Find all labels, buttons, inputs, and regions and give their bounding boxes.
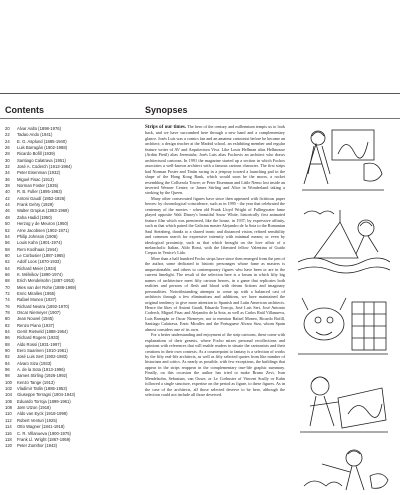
toc-architect-name: Adolf Loos (1870-1933) [17, 259, 61, 265]
toc-architect-name: K. Mélnikov (1890-1974) [17, 271, 63, 277]
toc-architect-name: Frank Ll. Wright (1867-1959) [17, 436, 71, 442]
toc-page-number: 48 [5, 214, 10, 220]
toc-page-number: 22 [5, 132, 10, 138]
toc-architect-name: E. G. Asplund (1885-1940) [17, 138, 67, 144]
toc-architect-name: Alvar Aalto (1898-1976) [17, 126, 61, 131]
synopses-paragraph-text: The hero of the century and millennium tempts us to look back, and we have succumbed here through a new hand and a complementary glance. Josés Luis was a comics fan and an amateur cartoonist before he became an architect; a design teacher at the Madrid school, an exhibiting member and regular feature writer of AV and Arquitectura Viva. Like Louis Hellman alias Hellmouse (Ardán Pietil) alias Jeremiahs; Jorés Luis alias Fochovis an architect who draws architectural cartoons. In 1991 the magazine started up a section in which Fochos associates a well-known architect with a famous cartoon character. The first strips had Norman Foster and Tintin racing in a jetspray toward a launching pad in the shape of the Hong Kong Bank, which would soon be the moon, a rocket resembling the Collserola Tower; or Peter Eisenman and Little Nemo lost inside an inverted Wexner Center; or James Stirling and Alice in Wonderland taking a stroking by the Queen. [145, 124, 285, 196]
toc-page-number: 68 [5, 278, 10, 284]
toc-page-number: 20 [5, 126, 10, 131]
toc-architect-name: Peter Eisenman (1932) [17, 170, 61, 176]
toc-architect-name: Rem Koolhaas (1944) [17, 246, 58, 252]
toc-architect-name: Tadao Ando (1941) [17, 132, 53, 138]
toc-architect-name: Norman Foster (1935) [17, 183, 59, 189]
synopses-heading: Synopses [145, 105, 188, 115]
contents-heading: Contents [5, 105, 44, 115]
synopses-paragraph: More than a half hundred Focho strips have since then emerged from the pen of the author, some dedicated to historic personages whose fame as masters is unquestionable, and others to contemporary figures who have been or are in the current limelight. The result of the selection here is a forum in which fifty big names of architecture meet fifty cartoon heroes, in a game that replicates both realities and persons of flesh and blood with dream fictions and imaginary personalities. Notwithstanding attempts to come up with a balanced cast of architects through a few eliminations and additions, we have maintained the original tendency to give more attention to Spanish and Latin American architects. Hence the likes of Antoni Gaudí, Eduardo Torroja, José Luis Sert, José Antonio Coderch, Miguel Fisac and Alejandro de la Sota, as well as Carlos Raúl Villanueva, Luis Barragán or Oscar Niemeyer, not to mention Rafael Moneo, Ricardo Bofill, Santiago Calatrava, Enric Miralles and the Portuguese Alvaro Siza, whom Spain almost considers one of its own. [145, 255, 285, 332]
toc-architect-name: Richard Rogers (1933) [17, 335, 60, 341]
toc-architect-name: R. B. Fuller (1895-1983) [17, 189, 62, 195]
toc-page-number: 50 [5, 221, 10, 227]
toc-page-number: 32 [5, 164, 10, 170]
toc-architect-name: José A. Coderch (1913-1984) [17, 164, 72, 170]
synopses-lead: Strips of our times. [145, 125, 187, 130]
synopses-paragraph: For a better understanding and enjoyment of the strip cartoons, these come with explanations of their genesis, where Focho mixes personal recollections and opinions with references that will enable readers to situate the cartoonists and their creations in their own contexts. As a counterpoint to fantasy is a selection of works by the fifty real-life architects, as well as fifty selected quotes from like number of historians and critics. As nearly as possible, with few exceptions, the buildings that appear in the strips reappear in the complementary true-life graphic summary. Finally, on this occasion the author has tried to make Bruno Zevi, Ivan Mendelsohn, Sebastian, van Ouwe, or Le Corbusier of Vincent Scully or Kahn followed a single structure, expertise on the period as figure, to these figures. As in the case of the architects, all those selected deserve to be here, although the selection could not include all those deserved. [145, 332, 285, 398]
toc-architect-name: Aldo Rossi (1931-1997) [17, 341, 61, 347]
toc-page-number: 34 [5, 170, 10, 176]
toc-architect-name: Luis Barragán (1902-1988) [17, 145, 68, 151]
toc-page-number: 26 [5, 145, 10, 151]
toc-architect-name: Richard Meier (1934) [17, 265, 57, 271]
toc-architect-name: Rafael Moneo (1937) [17, 297, 57, 303]
toc-page-number: 102 [5, 386, 12, 392]
toc-architect-name: Philip Johnson (1906) [17, 233, 58, 239]
toc-architect-name: Richard Neutra (1892-1970) [17, 303, 70, 309]
toc-page-number: 36 [5, 176, 10, 182]
toc-page-number: 94 [5, 360, 10, 366]
toc-architect-name: Oscar Niemeyer (1907) [17, 309, 61, 315]
cartoon-figure-architect-drawing [294, 368, 392, 440]
toc-page-number: 24 [5, 138, 10, 144]
toc-page-number: 56 [5, 240, 10, 246]
toc-page-number: 30 [5, 157, 10, 163]
toc-page-number: 88 [5, 341, 10, 347]
toc-page-number: 98 [5, 373, 10, 379]
toc-architect-name: Otto Wagner (1841-1918) [17, 424, 65, 430]
toc-architect-name: Renzo Piano (1937) [17, 322, 55, 328]
toc-architect-name: Arne Jacobsen (1902-1971) [17, 227, 69, 233]
toc-page-number: 60 [5, 252, 10, 258]
toc-architect-name: Louis Kahn (1901-1974) [17, 240, 62, 246]
toc-architect-name: Enric Miralles (1955) [17, 290, 56, 296]
toc-architect-name: Erich Mendelsohn (1887-1953) [17, 278, 75, 284]
toc-page-number: 28 [5, 151, 10, 157]
toc-page-number: 86 [5, 335, 10, 341]
toc-architect-name: Jean Nouvel (1945) [17, 316, 54, 322]
toc-architect-name: Herzog y de Meuron (1950) [17, 221, 69, 227]
toc-page-number: 40 [5, 189, 10, 195]
toc-page-number: 96 [5, 367, 10, 373]
toc-page-number: 90 [5, 348, 10, 354]
toc-page-number: 84 [5, 329, 10, 334]
toc-architect-name: A. de la Sota (1913-1996) [17, 367, 65, 373]
toc-page-number: 106 [5, 398, 12, 404]
toc-architect-name: Eero Saarinen (1910-1961) [17, 348, 68, 354]
contents-list [5, 126, 141, 450]
toc-architect-name: Walter Gropius (1883-1969) [17, 208, 69, 214]
cartoon-figure-boy-with-easel [294, 124, 392, 194]
toc-page-number: 52 [5, 227, 10, 233]
synopses-text [145, 124, 285, 398]
toc-page-number: 92 [5, 354, 10, 360]
toc-page-number: 108 [5, 405, 12, 411]
toc-architect-name: Mies van der Rohe (1886-1969) [17, 284, 77, 290]
toc-architect-name: Ricardo Bofill (1939) [17, 151, 55, 157]
toc-page-number: 46 [5, 208, 10, 214]
toc-page-number: 82 [5, 322, 10, 328]
toc-architect-name: Le Corbusier (1887-1965) [17, 252, 65, 258]
toc-row [5, 443, 141, 449]
toc-page-number: 72 [5, 290, 10, 296]
toc-page-number: 76 [5, 303, 10, 309]
heading-rule [0, 118, 400, 119]
toc-page-number: 114 [5, 424, 12, 430]
top-rule [0, 93, 400, 94]
toc-architect-name: José Luis Sert (1902-1983) [17, 354, 68, 360]
toc-page-number: 62 [5, 259, 10, 265]
toc-page-number: 118 [5, 436, 12, 442]
toc-page-number: 112 [5, 417, 12, 423]
toc-page-number: 116 [5, 430, 12, 436]
toc-architect-name: James Stirling (1926-1992) [17, 373, 68, 379]
toc-architect-name: Zaha Hadid (1950) [17, 214, 52, 220]
toc-page-number: 58 [5, 246, 10, 252]
toc-architect-name: Antoni Gaudí (1852-1926) [17, 195, 66, 201]
cartoon-figure-creature-and-building [294, 288, 392, 360]
toc-architect-name: Vladimir Tatlin (1885-1953) [17, 386, 67, 392]
toc-architect-name: Eduardo Torroja (1899-1961) [17, 398, 71, 404]
toc-architect-name: Miguel Fisac (1913) [17, 176, 54, 182]
toc-page-number: 64 [5, 265, 10, 271]
toc-page-number: 100 [5, 379, 12, 385]
toc-architect-name: C. R. Villanueva (1900-1975) [17, 430, 71, 436]
toc-page-number: 44 [5, 202, 10, 208]
toc-architect-name: Jørn Utzon (1918) [17, 405, 51, 411]
toc-architect-name: Aldo van Eyck (1918-1999) [17, 411, 68, 417]
toc-page-number: 80 [5, 316, 10, 322]
synopses-paragraph [145, 124, 285, 196]
toc-page-number: 38 [5, 183, 10, 189]
toc-architect-name: Santiago Calatrava (1951) [17, 157, 66, 163]
toc-page-number: 110 [5, 411, 12, 417]
toc-page-number: 104 [5, 392, 12, 398]
cartoon-figure-pointing-man [294, 446, 392, 494]
toc-architect-name: Kenzo Tange (1913) [17, 379, 55, 385]
toc-page-number: 120 [5, 443, 12, 449]
toc-architect-name: Gerrit Rietveld (1888-1964) [17, 329, 68, 334]
toc-architect-name: Robert Venturi (1925) [17, 417, 58, 423]
toc-architect-name: Alvaro Siza (1933) [17, 360, 52, 366]
cartoon-figure-man-at-sea [294, 202, 392, 280]
toc-page-number: 42 [5, 195, 10, 201]
toc-architect-name: Frank Gehry (1929) [17, 202, 54, 208]
toc-page-number: 70 [5, 284, 10, 290]
toc-page-number: 78 [5, 309, 10, 315]
toc-architect-name: Giuseppe Terragni (1904-1943) [17, 392, 76, 398]
toc-page-number: 54 [5, 233, 10, 239]
toc-page-number: 66 [5, 271, 10, 277]
toc-architect-name: Peter Zumthor (1943) [17, 443, 58, 449]
toc-page-number: 74 [5, 297, 10, 303]
synopses-paragraph: Many other consecrated figures have since then appeared with fictitious paper heroes: by chronological coincidence, such as in 1995 - the year that celebrated the centenary of the movies - when old Frank Lloyd Wright of Fallingwater fame played opposite Walt Disney's beautiful Snow White, historically first animated feature film which was premiered, like the house, in 1937; by expressive affinity, such as that which paired the Galician master Alejandro de la Sota to the Romanian Saul Steinberg, thanks to a shared ironic and distanced vision, refined sensibility and common search for expressive intensity with minimal means; or even by ideological proximity, such as that which brought on the love affair of a melancholic Italian, Aldo Rossi, with the liberated fellow Valentina of Guido Crepax in Venice's Lido. [145, 195, 285, 256]
